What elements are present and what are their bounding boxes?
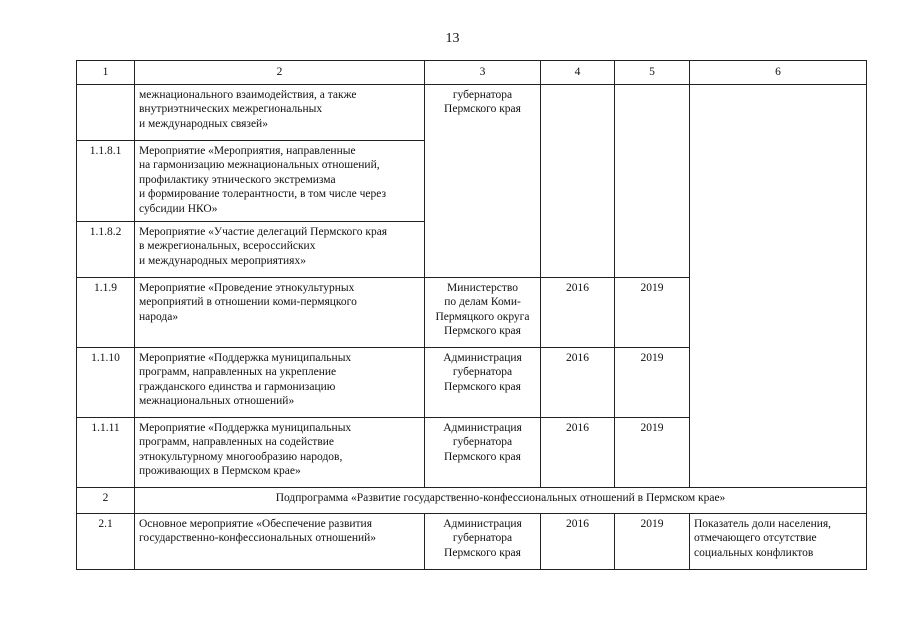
measure-name: Мероприятие «Участие делегаций Пермского края в межрегиональных, всероссийских и международных мероприятиях» [135, 221, 425, 277]
column-header: 1 [77, 61, 135, 85]
column-header: 4 [541, 61, 615, 85]
responsible-executor: Администрация губернатора Пермского края [425, 417, 541, 487]
subprogram-title: Подпрограмма «Развитие государственно-конфессиональных отношений в Пермском крае» [135, 487, 867, 513]
end-year: 2019 [615, 347, 690, 417]
header-row [77, 61, 867, 85]
measure-name: Основное мероприятие «Обеспечение развития государственно-конфессиональных отношений» [135, 513, 425, 569]
table-row [77, 84, 867, 140]
row-number [77, 84, 135, 140]
end-year: 2019 [615, 417, 690, 487]
start-year: 2016 [541, 513, 615, 569]
row-number: 1.1.8.2 [77, 221, 135, 277]
row-number: 1.1.9 [77, 277, 135, 347]
measure-name: межнационального взаимодействия, а также внутриэтнических межрегиональных и международных связей» [135, 84, 425, 140]
end-year [615, 84, 690, 277]
column-header: 3 [425, 61, 541, 85]
measure-name: Мероприятие «Мероприятия, направленные на гармонизацию межнациональных отношений, профилактику этнического экстремизма и формирование толерантности, в том числе через субсидии НКО» [135, 140, 425, 221]
start-year: 2016 [541, 417, 615, 487]
responsible-executor: Администрация губернатора Пермского края [425, 347, 541, 417]
measure-name: Мероприятие «Проведение этнокультурных мероприятий в отношении коми-пермяцкого народа» [135, 277, 425, 347]
subprogram-row [77, 487, 867, 513]
column-header: 2 [135, 61, 425, 85]
end-year: 2019 [615, 513, 690, 569]
start-year: 2016 [541, 277, 615, 347]
row-number: 1.1.10 [77, 347, 135, 417]
indicator-text: Показатель доли населения, отмечающего отсутствие социальных конфликтов [690, 513, 867, 569]
responsible-executor: Министерство по делам Коми- Пермяцкого округа Пермского края [425, 277, 541, 347]
end-year: 2019 [615, 277, 690, 347]
subprogram-number: 2 [77, 487, 135, 513]
row-number: 2.1 [77, 513, 135, 569]
table-row [77, 513, 867, 569]
measure-name: Мероприятие «Поддержка муниципальных программ, направленных на укрепление гражданского единства и гармонизацию межнациональных отношений» [135, 347, 425, 417]
responsible-executor: Администрация губернатора Пермского края [425, 513, 541, 569]
column-header: 5 [615, 61, 690, 85]
responsible-executor: губернатора Пермского края [425, 84, 541, 277]
measures-table [76, 60, 867, 570]
start-year [541, 84, 615, 277]
row-number: 1.1.11 [77, 417, 135, 487]
column-header: 6 [690, 61, 867, 85]
measure-name: Мероприятие «Поддержка муниципальных программ, направленных на содействие этнокультурному многообразию народов, проживающих в Пермском крае» [135, 417, 425, 487]
indicator-cell [690, 84, 867, 487]
page-number: 13 [445, 31, 460, 46]
start-year: 2016 [541, 347, 615, 417]
row-number: 1.1.8.1 [77, 140, 135, 221]
